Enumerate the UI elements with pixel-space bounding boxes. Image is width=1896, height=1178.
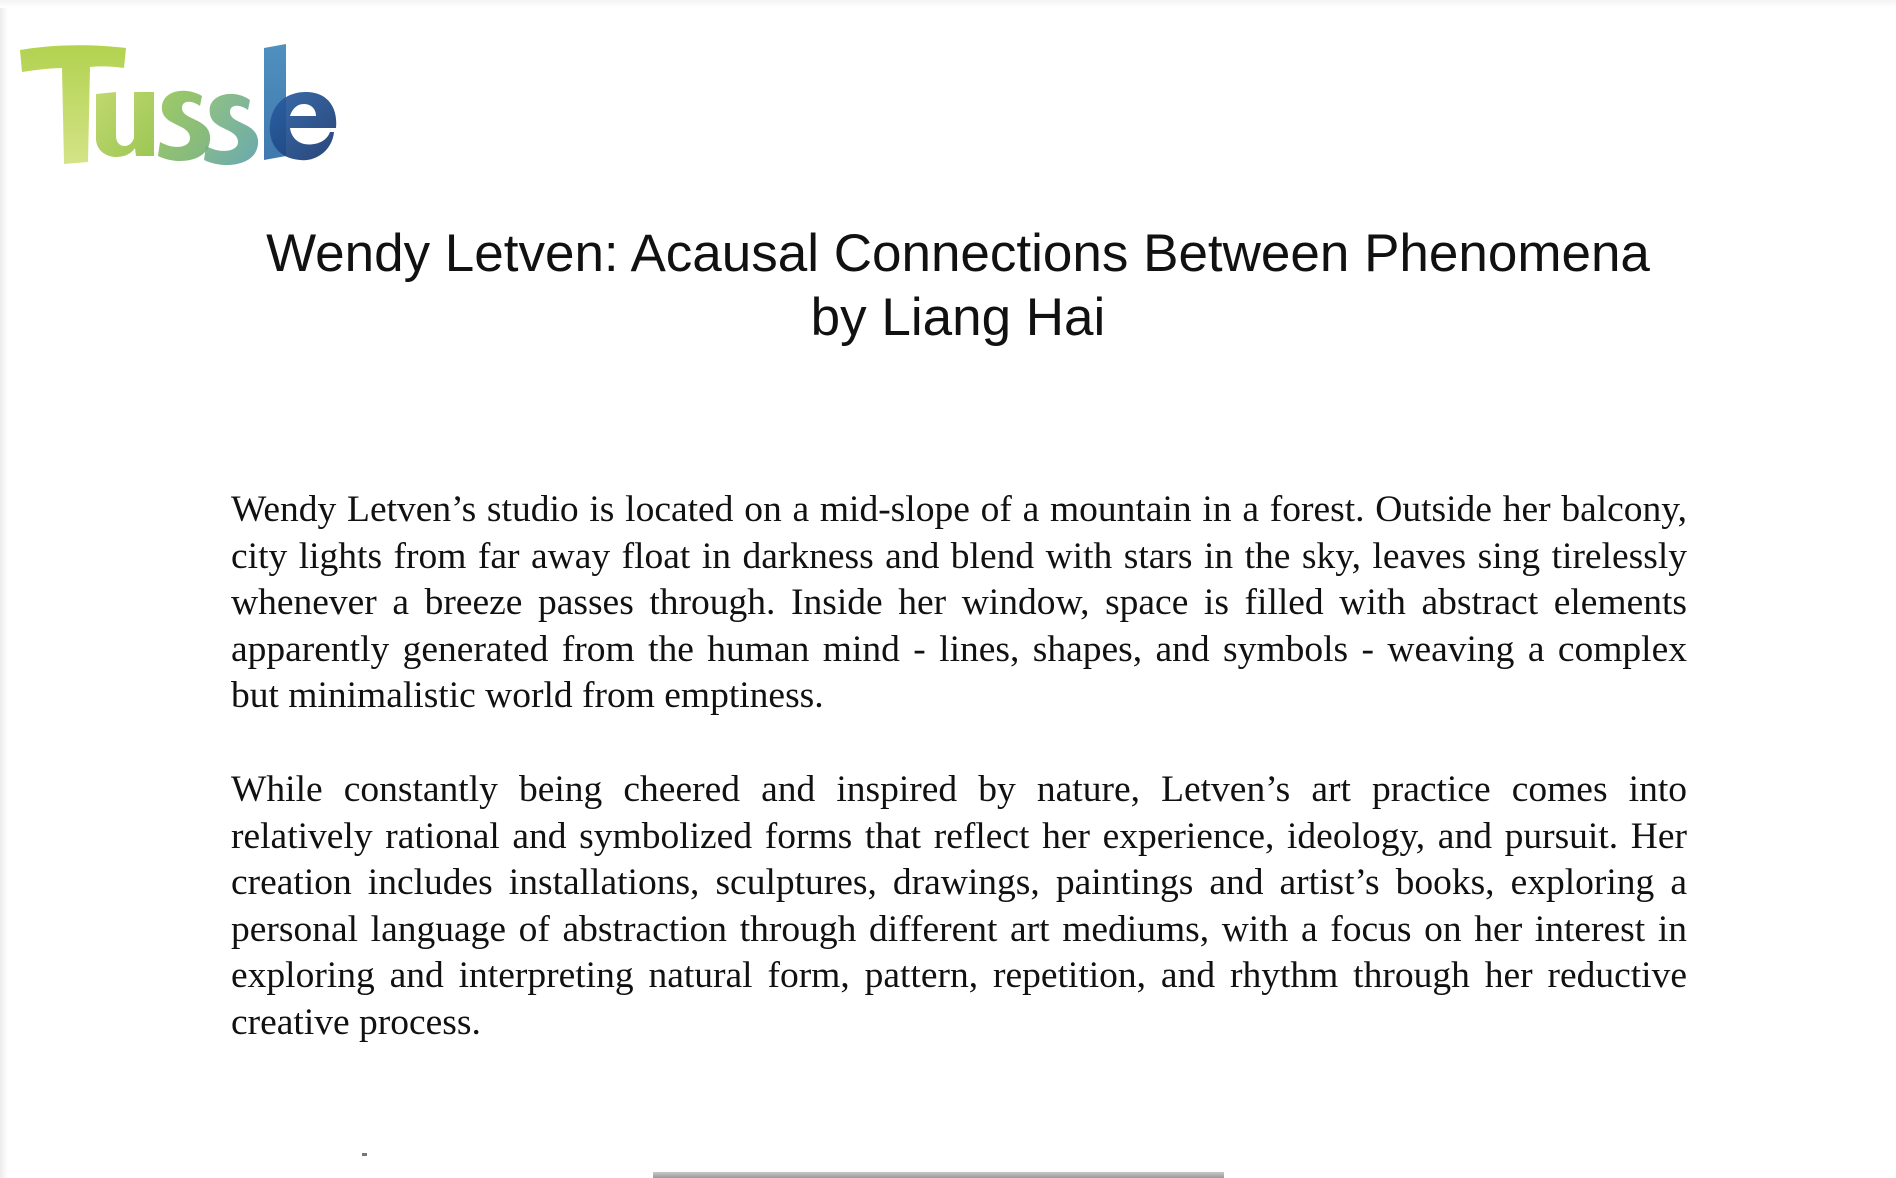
article-header — [0, 222, 1896, 350]
article-paragraph-2: While constantly being cheered and inspired by nature, Letven’s art practice comes into relatively rational and symbolized forms that reflect her experience, ideology, and pursuit. Her creation includes installations, sculptures, drawings, paintings and artist’s books, exploring a personal language of abstraction through different art mediums, with a focus on her interest in exploring and interpreting natural form, pattern, repetition, and rhythm through her reductive creative process. — [231, 768, 1687, 1043]
page-left-edge-shadow — [0, 0, 8, 1178]
article-byline: by Liang Hai — [810, 288, 1106, 347]
article-body — [231, 487, 1687, 1094]
article-title: Wendy Letven: Acausal Connections Between Phenomena — [266, 224, 1650, 283]
article-paragraph-1: Wendy Letven’s studio is located on a mid-slope of a mountain in a forest. Outside her balcony, city lights from far away float in darkness and blend with stars in the sky, leaves sing tirelessly whenever a breeze passes through. Inside her window, space is filled with abstract elements apparently generated from the human mind - lines, shapes, and symbols - weaving a complex but minimalistic world from emptiness. — [231, 489, 1687, 717]
decorative-mark — [362, 1153, 367, 1156]
tussle-logo[interactable] — [14, 28, 344, 178]
bottom-image-edge — [653, 1172, 1224, 1178]
tussle-logo-graphic — [14, 28, 344, 178]
page-top-edge-shadow — [0, 0, 1896, 8]
